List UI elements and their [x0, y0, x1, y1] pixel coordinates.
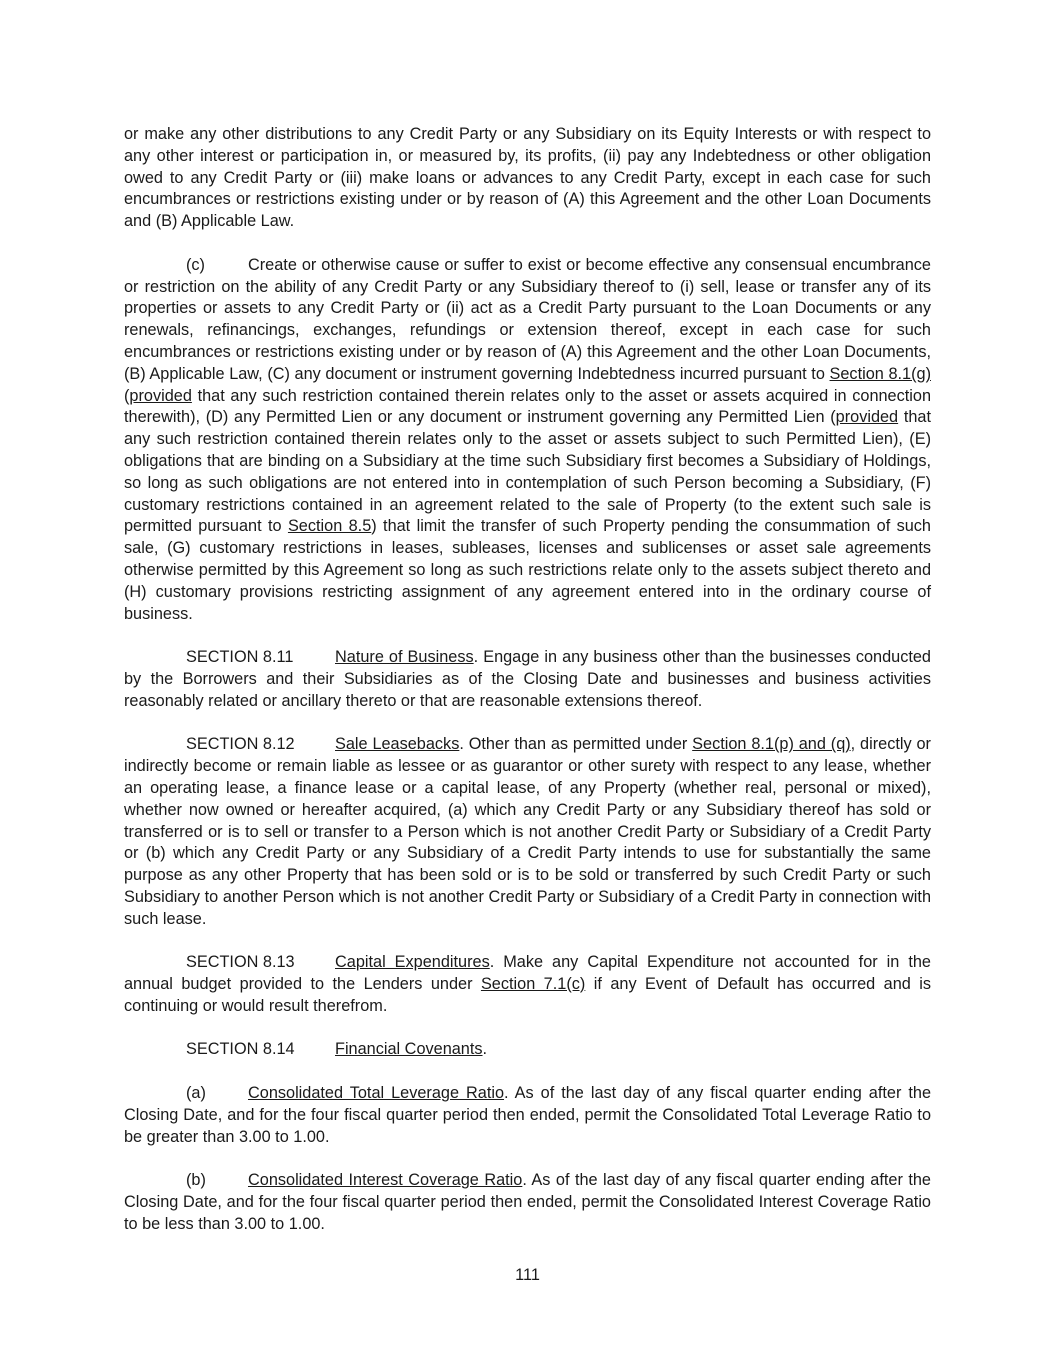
paragraph-b	[124, 1170, 931, 1235]
clause-label: (a)	[186, 1084, 206, 1103]
paragraph-continuation	[124, 124, 931, 233]
clause-text: . As of the last day of any fiscal quarter ending after the Closing Date, and for the four fiscal quarter period then ended, permit the Consolidated Interest Coverage Ratio to be less than 3.00 to 1.00.	[124, 1171, 931, 1233]
section-reference: Section 7.1(c)	[480, 975, 586, 994]
section-title: Capital Expenditures	[335, 953, 490, 972]
paragraph-text: or make any other distributions to any Credit Party or any Subsidiary on its Equity Interests or with respect to any other interest or participation in, or measured by, its profits, (ii) pay any Indebtedness or other obligation owed to any Credit Party or (iii) make loans or advances to any Credit Party, except in each case for such encumbrances or restrictions existing under or by reason of (A) this Agreement and the other Loan Documents and (B) Applicable Law.	[124, 125, 931, 231]
page-number: 111	[515, 1266, 540, 1284]
clause-text: that any such restriction contained therein relates only to the asset or assets acquired in connection therewith), (D) any Permitted Lien or any document or instrument governing any Permitted Lien (	[124, 386, 931, 427]
section-8-13	[124, 952, 931, 1017]
provided-term: provided	[129, 386, 192, 405]
clause-text: . As of the last day of any fiscal quarter ending after the Closing Date, and for the four fiscal quarter period then ended, permit the Consolidated Total Leverage Ratio to be greater than 3.00 to 1.00.	[124, 1084, 931, 1146]
clause-text: Create or otherwise cause or suffer to exist or become effective any consensual encumbrance or restriction on the ability of any Credit Party or any Subsidiary thereof to (i) sell, lease or transfer any of its properties or assets to any Credit Party or (ii) act as a Credit Party pursuant to the Loan Documents or any renewals, refinancings, exchanges, refundings or extension thereof, except in each case for such encumbrances or restrictions existing under or by reason of (A) this Agreement and the other Loan Documents, (B) Applicable Law, (C) any document or instrument governing Indebtedness incurred pursuant to	[124, 255, 931, 383]
section-title: Nature of Business	[335, 648, 474, 667]
paragraph-c	[124, 255, 931, 626]
clause-title: Consolidated Interest Coverage Ratio	[248, 1171, 523, 1190]
section-reference: Section 8.1(p) and (q)	[692, 735, 851, 754]
section-body: . Make any Capital Expenditure not accounted for in the annual budget provided to the Lenders under	[124, 953, 931, 994]
clause-label: (c)	[186, 255, 205, 274]
section-body: if any Event of Default has occurred and is continuing or would result therefrom.	[124, 975, 932, 1015]
section-body: .	[482, 1040, 488, 1059]
section-8-11	[124, 647, 931, 712]
section-8-14	[124, 1039, 931, 1061]
section-number: SECTION 8.12	[186, 735, 295, 754]
section-body: , directly or indirectly become or remain liable as lessee or as guarantor or other surety with respect to any lease, whether an operating lease, a finance lease or a capital lease, of any Property (whether real, personal or mixed), whether now owned or hereafter acquired, (a) which any Credit Party or any Subsidiary thereof has sold or transferred or is to sell or transfer to a Person which is not another Credit Party or Subsidiary of a Credit Party or (b) which any Credit Party or any Subsidiary of a Credit Party intends to use for substantially the same purpose as any other Property that has been sold or is to be sold or transferred by such Credit Party or such Subsidiary to another Person which is not another Credit Party or Subsidiary of a Credit Party in connection with such lease.	[124, 735, 931, 928]
section-number: SECTION 8.14	[186, 1040, 295, 1059]
paragraph-a	[124, 1083, 931, 1148]
clause-label: (b)	[186, 1171, 206, 1190]
section-body: . Other than as permitted under	[459, 735, 693, 754]
section-title: Sale Leasebacks	[335, 735, 460, 754]
section-reference: Section 8.1(g)	[829, 364, 931, 383]
document-page	[124, 124, 931, 1257]
section-reference: Section 8.5	[287, 517, 372, 536]
section-body: . Engage in any business other than the businesses conducted by the Borrowers and their Subsidiaries as of the Closing Date and businesses and business activities reasonably related or ancillary thereto or that are reasonable extensions thereof.	[124, 648, 931, 710]
clause-text: that any such restriction contained therein relates only to the asset or assets subject to such Permitted Lien), (E) obligations that are binding on a Subsidiary at the time such Subsidiary first becomes a Subsidiary of Holdings, so long as such obligations are not entered into in contemplation of such Person becoming a Subsidiary, (F) customary restrictions contained in an agreement related to the sale of Property (to the extent such sale is permitted pursuant to	[124, 408, 931, 536]
provided-term: provided	[835, 408, 899, 427]
clause-text: ) that limit the transfer of such Property pending the consummation of such sale, (G) customary restrictions in leases, subleases, licenses and sublicenses or asset sale agreements otherwise permitted by this Agreement so long as such restrictions relate only to the assets subject thereto and (H) customary provisions restricting assignment of any agreement entered into in the ordinary course of business.	[124, 517, 931, 623]
section-number: SECTION 8.13	[186, 953, 295, 972]
clause-text: (	[124, 386, 130, 405]
section-number: SECTION 8.11	[186, 648, 294, 667]
clause-title: Consolidated Total Leverage Ratio	[248, 1084, 505, 1103]
section-title: Financial Covenants	[335, 1040, 483, 1059]
section-8-12	[124, 734, 931, 930]
